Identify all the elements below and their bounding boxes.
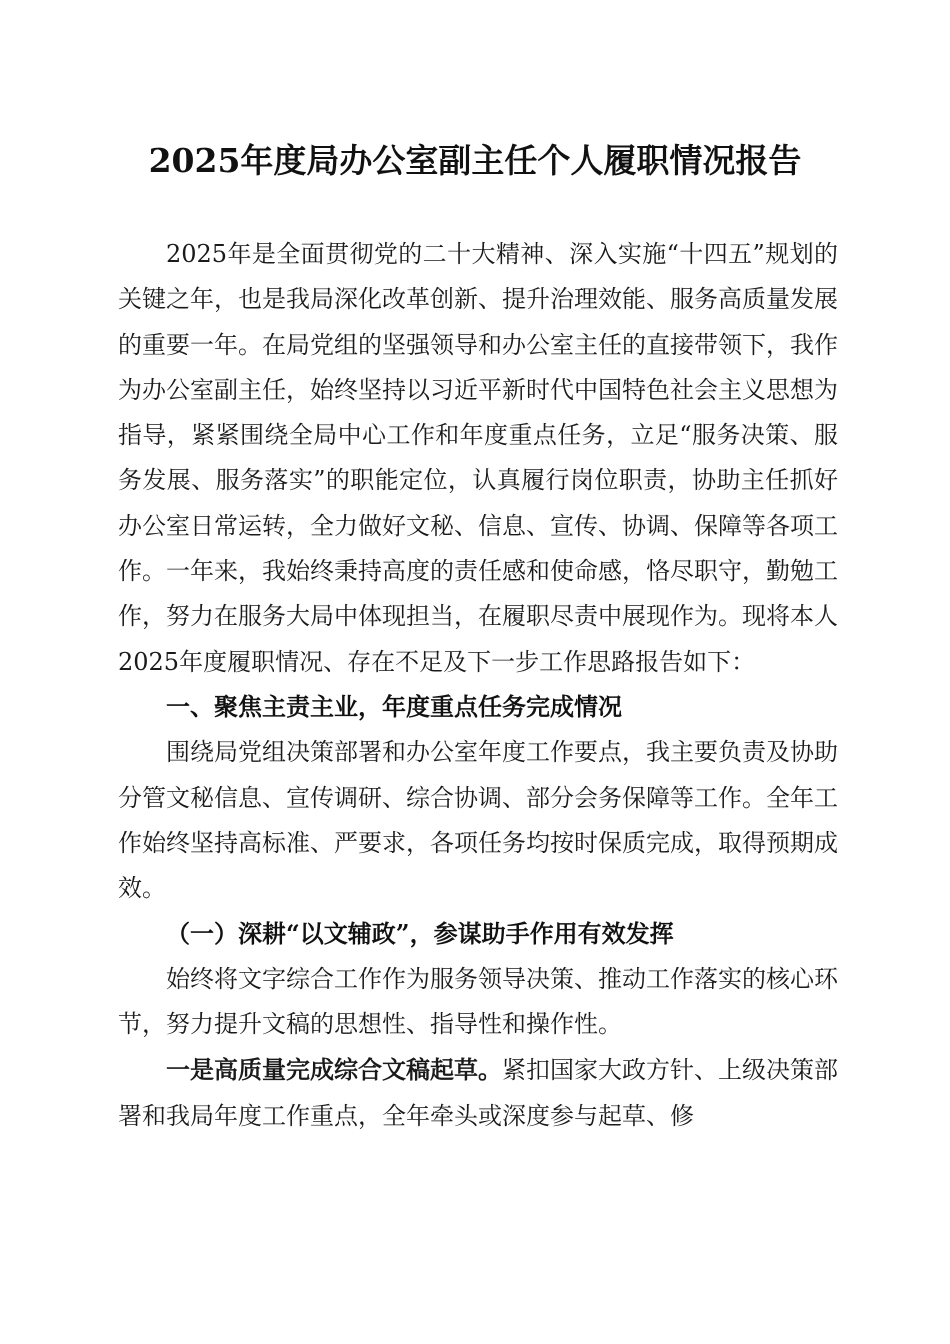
document-body (118, 232, 838, 1139)
intro-paragraph: 2025年是全面贯彻党的二十大精神、深入实施“十四五”规划的关键之年，也是我局深化改革创新、提升治理效能、服务高质量发展的重要一年。在局党组的坚强领导和办公室主任的直接带领下，我作为办公室副主任，始终坚持以习近平新时代中国特色社会主义思想为指导，紧紧围绕全局中心工作和年度重点任务，立足“服务决策、服务发展、服务落实”的职能定位，认真履行岗位职责，协助主任抓好办公室日常运转，全力做好文秘、信息、宣传、协调、保障等各项工作。一年来，我始终秉持高度的责任感和使命感，恪尽职守，勤勉工作，努力在服务大局中体现担当，在履职尽责中展现作为。现将本人2025年度履职情况、存在不足及下一步工作思路报告如下： (118, 240, 838, 676)
section-heading-1: 一、聚焦主责主业，年度重点任务完成情况 (166, 692, 622, 721)
section-1-paragraph: 围绕局党组决策部署和办公室年度工作要点，我主要负责及协助分管文秘信息、宣传调研、综合协调、部分会务保障等工作。全年工作始终坚持高标准、严要求，各项任务均按时保质完成，取得预期成效。 (118, 738, 838, 903)
item-1-paragraph (118, 1047, 838, 1139)
document-title: 2025年度局办公室副主任个人履职情况报告 (148, 141, 802, 180)
item-1-text: 紧扣国家大政方针、上级决策部署和我局年度工作重点，全年牵头或深度参与起草、修 (118, 1056, 838, 1130)
subsection-heading-1: （一）深耕“以文辅政”，参谋助手作用有效发挥 (166, 919, 674, 949)
subsection-1-paragraph: 始终将文字综合工作作为服务领导决策、推动工作落实的核心环节，努力提升文稿的思想性、指导性和操作性。 (118, 964, 838, 1039)
item-1-lead: 一是高质量完成综合文稿起草。 (166, 1055, 502, 1085)
